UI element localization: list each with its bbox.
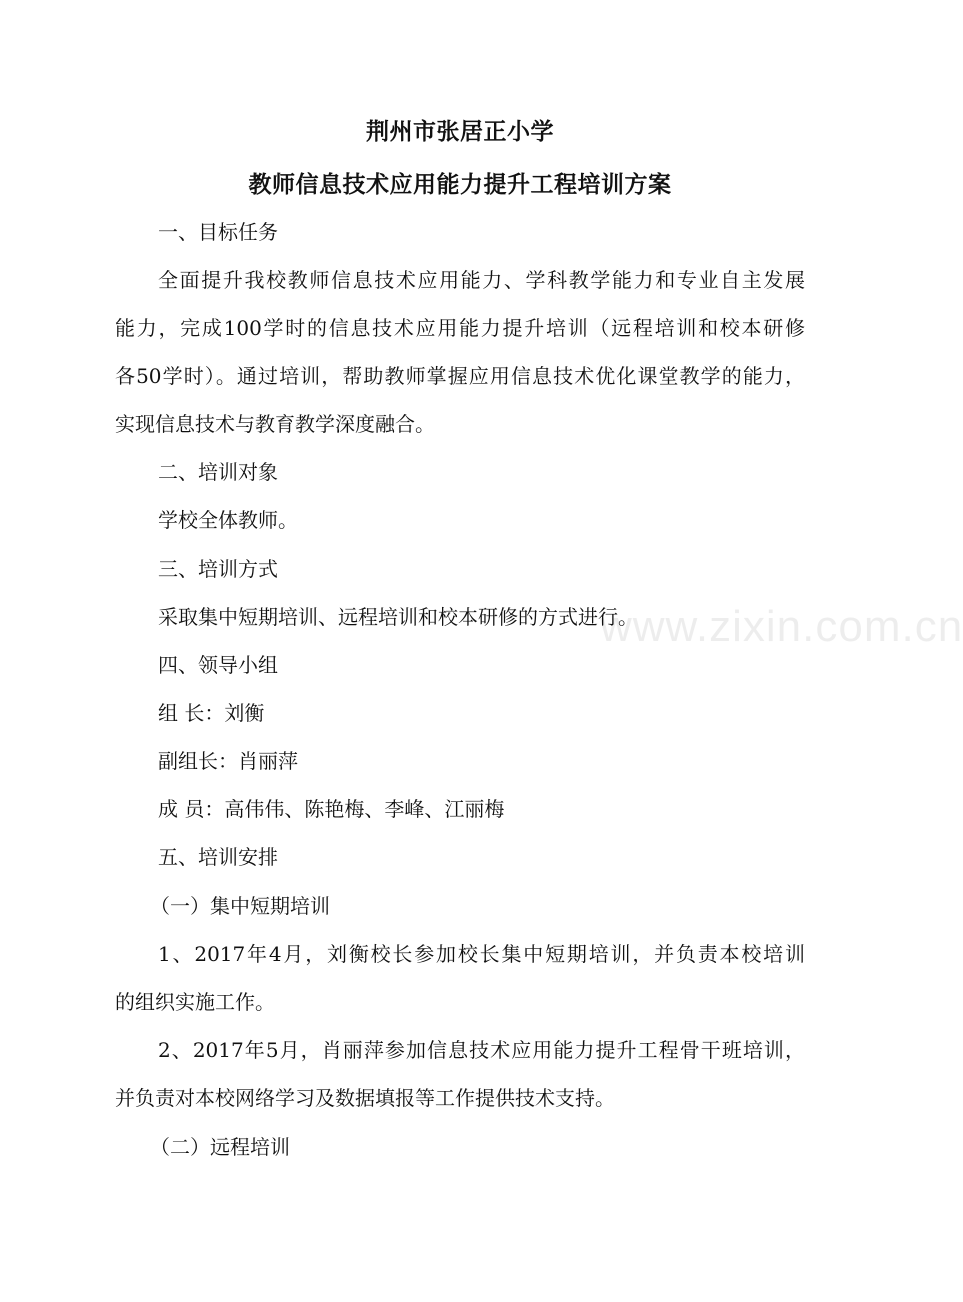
paragraph-line: 实现信息技术与教育教学深度融合。 — [115, 412, 435, 436]
document-title-school: 荆州市张居正小学 — [366, 118, 554, 145]
paragraph-line: 学校全体教师。 — [158, 508, 298, 532]
paragraph-line: 1、2017年4月，刘衡校长参加校长集中短期培训，并负责本校培训 — [158, 942, 805, 966]
deputy-leader-line: 副组长：肖丽萍 — [158, 749, 298, 773]
paragraph-line: 2、2017年5月，肖丽萍参加信息技术应用能力提升工程骨干班培训， — [158, 1038, 805, 1062]
paragraph-line: 的组织实施工作。 — [115, 990, 275, 1014]
section-heading-method: 三、培训方式 — [158, 557, 278, 581]
paragraph-line: 全面提升我校教师信息技术应用能力、学科教学能力和专业自主发展 — [158, 268, 805, 292]
section-heading-goals: 一、目标任务 — [158, 220, 278, 244]
section-heading-audience: 二、培训对象 — [158, 460, 278, 484]
section-heading-schedule: 五、培训安排 — [158, 845, 278, 869]
paragraph-line: 能力，完成100学时的信息技术应用能力提升培训（远程培训和校本研修 — [115, 316, 805, 340]
document-title-plan: 教师信息技术应用能力提升工程培训方案 — [248, 171, 672, 198]
leader-line: 组 长：刘衡 — [158, 701, 265, 725]
subsection-heading-intensive: （一）集中短期培训 — [150, 894, 330, 918]
paragraph-line: 采取集中短期培训、远程培训和校本研修的方式进行。 — [158, 605, 638, 629]
members-line: 成 员：高伟伟、陈艳梅、李峰、江丽梅 — [158, 797, 505, 821]
subsection-heading-remote: （二）远程培训 — [150, 1135, 290, 1159]
section-heading-leadership: 四、领导小组 — [158, 653, 278, 677]
paragraph-line: 并负责对本校网络学习及数据填报等工作提供技术支持。 — [115, 1086, 615, 1110]
watermark: www.zixin.com.cn — [600, 602, 963, 651]
paragraph-line: 各50学时）。通过培训，帮助教师掌握应用信息技术优化课堂教学的能力， — [115, 364, 805, 388]
